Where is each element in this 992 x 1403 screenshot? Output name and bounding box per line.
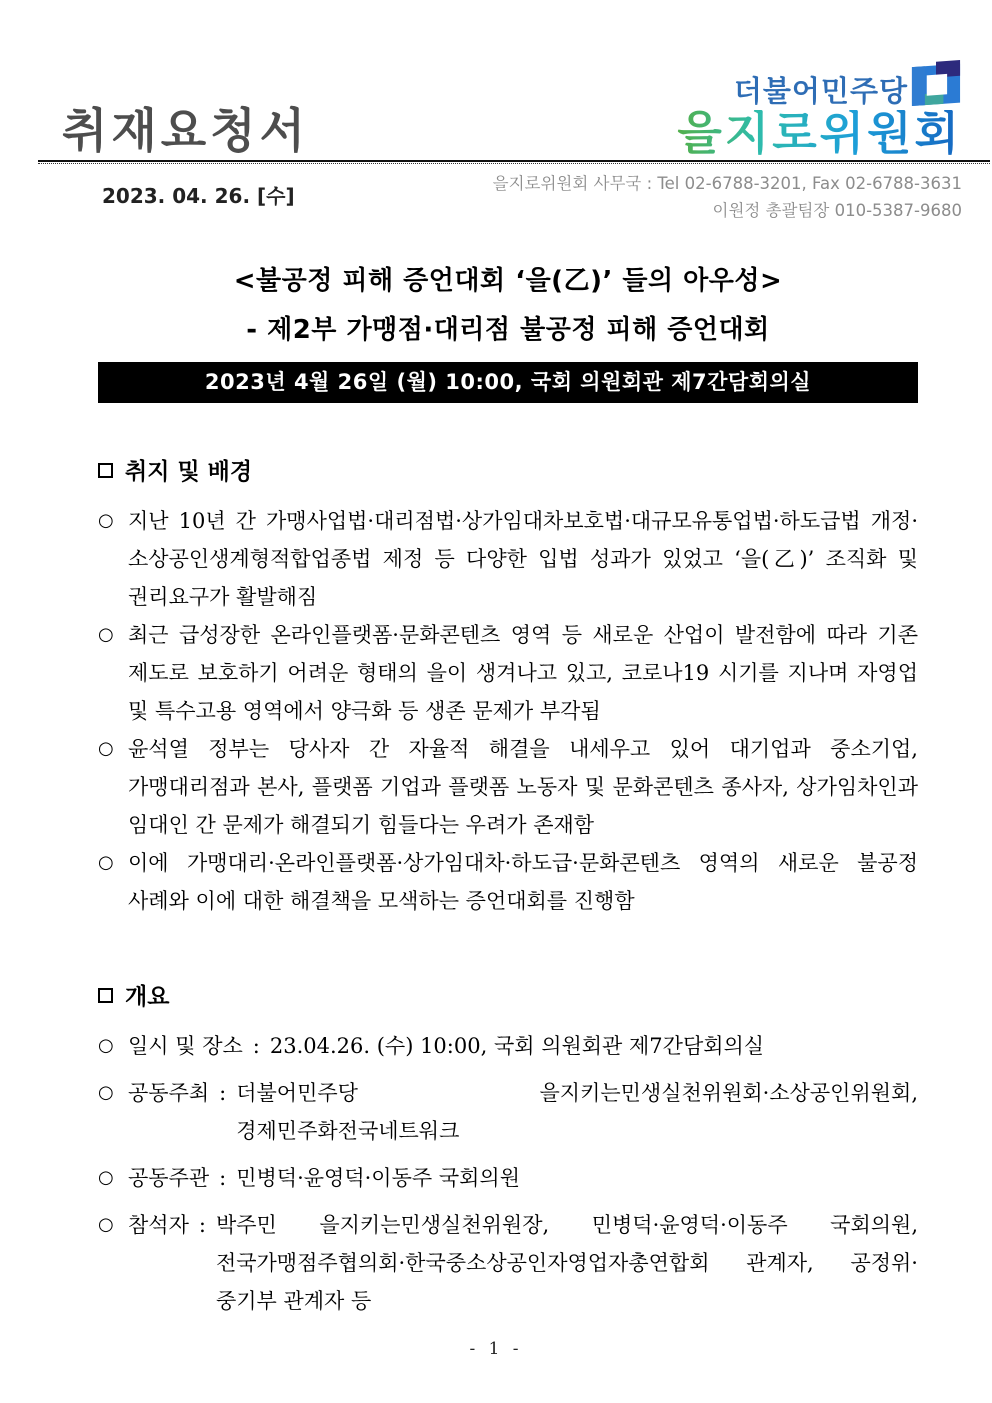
overview-item-datetime — [98, 1027, 918, 1065]
event-title — [98, 266, 918, 346]
overview-item-attendees — [98, 1206, 918, 1320]
item-separator: : — [219, 1166, 227, 1191]
section-background — [98, 453, 918, 920]
bullet-text: 최근 급성장한 온라인플랫폼·문화콘텐츠 영역 등 새로운 산업이 발전함에 따라 기존 제도로 보호하기 어려운 형태의 을이 생겨나고 있고, 코로나19 시기를 지나며 자영업 및 특수고용 영역에서 양극화 등 생존 문제가 부각됨 — [128, 623, 918, 724]
document-header — [38, 0, 990, 160]
item-separator: : — [252, 1034, 260, 1059]
circle-bullet-icon: ○ — [98, 624, 114, 646]
document-date: 2023. 04. 26. [수] — [102, 184, 295, 208]
section-overview-heading — [98, 978, 918, 1011]
background-bullet-1 — [98, 502, 918, 616]
circle-bullet-icon: ○ — [98, 510, 114, 532]
circle-bullet-icon: ○ — [98, 1082, 114, 1104]
circle-bullet-icon: ○ — [98, 1035, 114, 1057]
committee-name-label: 을지로위원회 — [677, 106, 962, 160]
bullet-text: 윤석열 정부는 당사자 간 자율적 해결을 내세우고 있어 대기업과 중소기업, 가맹대리점과 본사, 플랫폼 기업과 플랫폼 노동자 및 문화콘텐츠 종사자, 상가임차인과 임대인 간 문제가 해결되기 힘들다는 우려가 존재함 — [128, 737, 918, 838]
bullet-text: 이에 가맹대리·온라인플랫폼·상가임대차·하도급·문화콘텐츠 영역의 새로운 불공정 사례와 이에 대한 해결책을 모색하는 증언대회를 진행함 — [128, 851, 918, 914]
event-info-bar: 2023년 4월 26일 (월) 10:00, 국회 의원회관 제7간담회의실 — [98, 362, 918, 403]
contact-info — [493, 170, 990, 224]
party-name-label: 더불어민주당 — [733, 74, 908, 108]
item-content: 23.04.26. (수) 10:00, 국회 의원회관 제7간담회의실 — [269, 1034, 765, 1059]
circle-bullet-icon: ○ — [98, 852, 114, 874]
square-bullet-icon — [98, 988, 113, 1003]
section-heading-label: 취지 및 배경 — [125, 459, 253, 486]
page-number: - 1 - — [469, 1339, 523, 1359]
background-bullet-2 — [98, 616, 918, 730]
overview-item-coorganizer — [98, 1159, 918, 1197]
contact-manager-line: 이원정 총괄팀장 010-5387-9680 — [712, 201, 962, 221]
overview-item-cohost — [98, 1074, 918, 1150]
background-bullet-4 — [98, 844, 918, 920]
item-label: 일시 및 장소 — [128, 1034, 243, 1059]
party-flag-icon — [910, 58, 962, 108]
circle-bullet-icon: ○ — [98, 1214, 114, 1236]
item-content: 민병덕·윤영덕·이동주 국회의원 — [236, 1166, 520, 1191]
section-overview — [98, 978, 918, 1320]
circle-bullet-icon: ○ — [98, 1167, 114, 1189]
header-divider — [38, 160, 990, 164]
bullet-text: 지난 10년 간 가맹사업법·대리점법·상가임대차보호법·대규모유통업법·하도급법 개정·소상공인생계형적합업종법 제정 등 다양한 입법 성과가 있었고 ‘을(乙)’ 조직화 및 권리요구가 활발해짐 — [128, 509, 918, 610]
circle-bullet-icon: ○ — [98, 738, 114, 760]
section-background-heading — [98, 453, 918, 486]
item-separator: : — [219, 1081, 227, 1106]
item-label: 공동주관 — [128, 1166, 210, 1191]
item-content: 박주민 을지키는민생실천위원장, 민병덕·윤영덕·이동주 국회의원, 전국가맹점주협의회·한국중소상공인자영업자총연합회 관계자, 공정위·중기부 관계자 등 — [215, 1213, 918, 1314]
event-title-line2: - 제2부 가맹점·대리점 불공정 피해 증언대회 — [246, 315, 770, 346]
square-bullet-icon — [98, 463, 113, 478]
item-content: 더불어민주당 을지키는민생실천위원회·소상공인위원회, 경제민주화전국네트워크 — [236, 1081, 918, 1144]
item-separator: : — [198, 1213, 206, 1238]
doc-type-title: 취재요청서 — [62, 103, 310, 159]
event-title-line1: <불공정 피해 증언대회 ‘을(乙)’ 들의 아우성> — [233, 266, 783, 297]
committee-logo — [677, 58, 990, 160]
contact-office-line: 을지로위원회 사무국 : Tel 02-6788-3201, Fax 02-6788-3631 — [492, 174, 962, 193]
section-heading-label: 개요 — [125, 984, 170, 1011]
background-bullet-3 — [98, 730, 918, 844]
item-label: 공동주최 — [128, 1081, 210, 1106]
item-label: 참석자 — [128, 1213, 189, 1238]
